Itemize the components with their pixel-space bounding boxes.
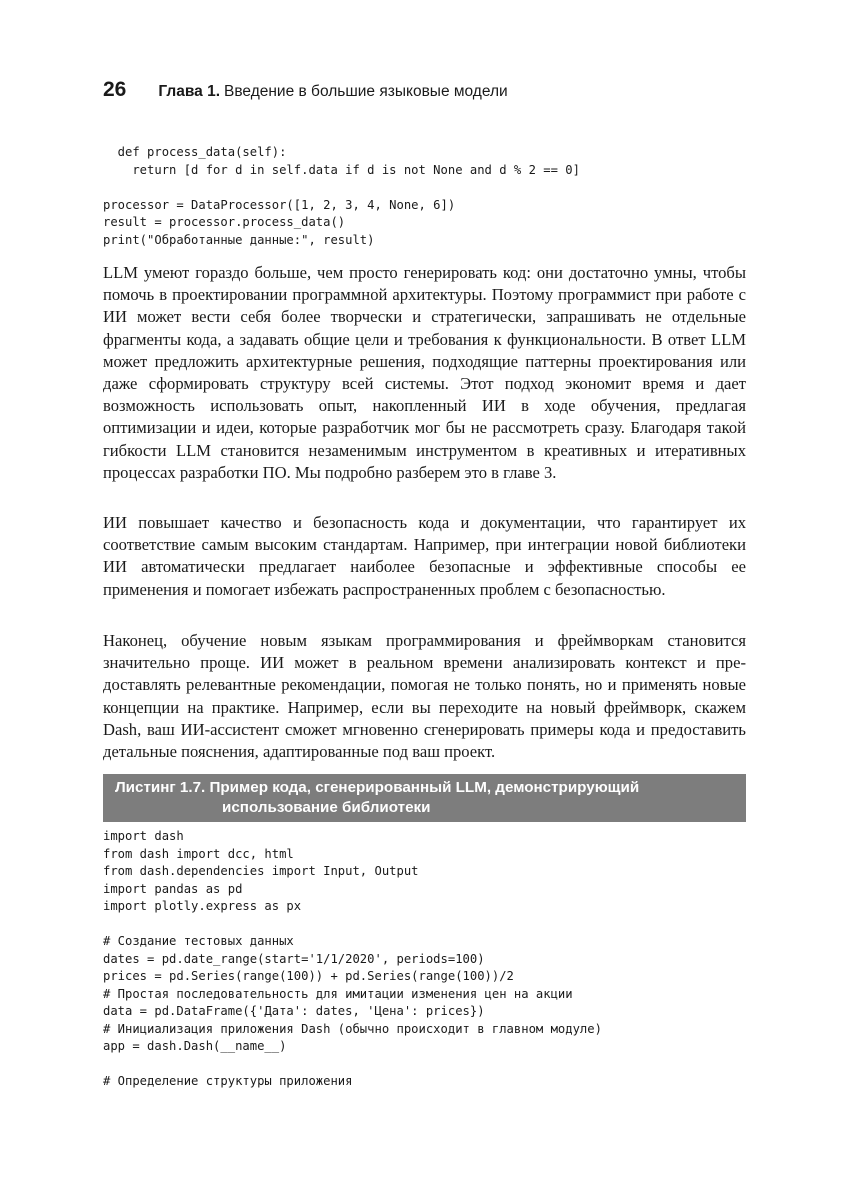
- listing-caption: [103, 774, 746, 822]
- listing-caption-line-1: Листинг 1.7. Пример кода, сгенерированный LLM, демонстрирующий: [115, 779, 640, 796]
- page-number: 26: [103, 78, 127, 101]
- body-paragraph-2: ИИ повышает качество и безопасность кода и документации, что гарантирует их соответствие самым высоким стандартам. Например, при интеграции новой библиотеки ИИ автоматически предлагает наиболее безопасные и эффективные способы ее применения и помогает избежать распространенных проблем с безопасностью.: [103, 513, 746, 599]
- code-block-top: def process_data(self): return [d for d in self.data if d is not None and d % 2 == 0] processor = DataProcessor([1, 2, 3, 4, None, 6]) result = processor.process_data() print("Обработанные данные:", result): [103, 145, 580, 247]
- chapter-label: Глава 1.: [158, 83, 221, 100]
- page-header: [103, 78, 508, 102]
- code-block-listing: import dash from dash import dcc, html from dash.dependencies import Input, Output import pandas as pd import plotly.express as px # Создание тестовых данных dates = pd.date_range(start='1/1/2020', periods=100) prices = pd.Series(range(100)) + pd.Series(range(100))/2 # Простая последовательность для имитации изменения цен на акции data = pd.DataFrame({'Дата': dates, 'Цена': prices}) # Инициализация приложения Dash (обычно происходит в главном модуле) app = dash.Dash(__name__) # Определение структуры приложения: [103, 829, 602, 1088]
- chapter-title: Введение в большие языковые модели: [224, 83, 508, 100]
- listing-caption-line-2: использование библиотеки: [222, 799, 431, 816]
- body-paragraph-1: LLM умеют гораздо больше, чем просто генерировать код: они достаточно умны, чтобы помочь в проектировании программной архитектуры. Поэтому программист при работе с ИИ может вести себя более творчески и стратегически, запрашивать не отдельные фрагменты кода, а задавать общие цели и требования к функциональности. В ответ LLM может предложить архитектурные решения, подходящие паттерны проектирования или даже сформировать структуру всей системы. Этот подход экономит время и дает возможность использовать опыт, накопленный ИИ в ходе обучения, предлагая оптимизации и идеи, которые разработчик мог бы не рассмотреть сразу. Благодаря такой гибкости LLM становится незаменимым инструментом в креативных и итеративных процессах разработки ПО. Мы подробно разберем это в главе 3.: [103, 263, 746, 482]
- body-paragraph-3: Наконец, обучение новым языкам программирования и фреймворкам становится значительно проще. ИИ может в реальном времени анализировать контекст и предоставлять релевантные рекомендации, помогая не только понять, но и применять новые концепции на практике. Например, если вы переходите на новый фреймворк, скажем Dash, ваш ИИ-ассистент сможет мгновенно сгенерировать примеры кода и предоставить детальные пояснения, адаптированные под ваш проект.: [103, 631, 746, 762]
